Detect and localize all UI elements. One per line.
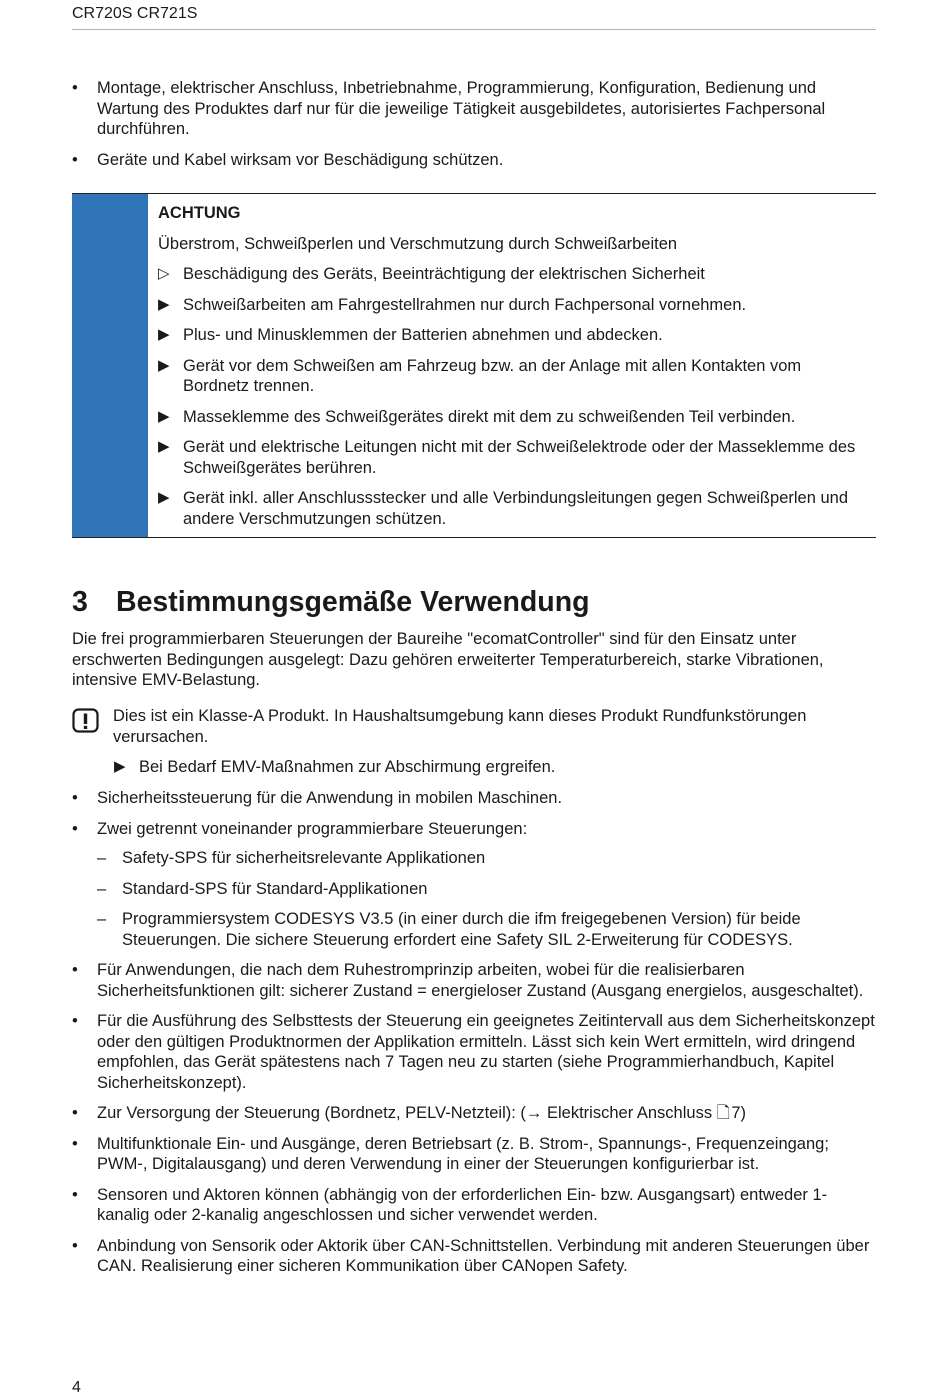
notice-step: ▶ Bei Bedarf EMV-Maßnahmen zur Abschirmung ergreifen. (114, 758, 556, 776)
warning-box (72, 193, 876, 538)
warning-step: ▶ Plus- und Minusklemmen der Batterien abnehmen und abdecken. (158, 326, 663, 344)
list-item: • Montage, elektrischer Anschluss, Inbetriebnahme, Programmierung, Konfiguration, Bedienung und Wartung des Produktes darf nur für die jeweilige Tätigkeit ausgebildetes, autorisiertes Fachpersonal durchführen. (72, 79, 826, 138)
bullet-icon: • (72, 819, 78, 838)
warning-stripe (72, 194, 148, 537)
cross-reference-link[interactable]: Elektrischer Anschluss (547, 1104, 713, 1122)
bullet-icon: • (72, 1104, 78, 1122)
warning-content (158, 203, 870, 539)
section-intro: Die frei programmierbaren Steuerungen der Baureihe "ecomatController" sind für den Einsatz unter erschwerten Bedingungen ausgelegt: Dazu gehören erweiterter Temperaturbereich, starke Vibrationen, intensive EMV-Belastung. (72, 630, 824, 689)
solid-triangle-icon: ▶ (158, 326, 170, 343)
exclamation-notice-icon (72, 708, 99, 735)
list-item: • Sensoren und Aktoren können (abhängig von der erforderlichen Ein- bzw. Ausgangsart) entweder 1-kanalig oder 2-kanalig angeschlossen und sicher verwendet werden. (72, 1185, 828, 1224)
warning-step: ▶ Gerät vor dem Schweißen am Fahrzeug bzw. an der Anlage mit allen Kontakten vom Bordnetz trennen. (158, 356, 802, 395)
list-item: – Programmiersystem CODESYS V3.5 (in einer durch die ifm freigegebenen Version) für beide Steuerungen. Die sichere Steuerung erfordert eine Safety SIL 2-Erweiterung für CODESYS. (97, 910, 801, 949)
solid-triangle-icon: ▶ (158, 489, 170, 506)
list-item: – Safety-SPS für sicherheitsrelevante Applikationen (97, 849, 486, 867)
warning-consequence: ▷ Beschädigung des Geräts, Beeinträchtigung der elektrischen Sicherheit (158, 265, 705, 283)
list-item: • Zwei getrennt voneinander programmierbare Steuerungen: (72, 819, 528, 838)
arrow-right-icon: → (525, 1104, 543, 1122)
notice-text: Dies ist ein Klasse-A Produkt. In Haushaltsumgebung kann dieses Produkt Rundfunkstörungen verursachen. (113, 707, 807, 746)
list-item: • Multifunktionale Ein- und Ausgänge, deren Betriebsart (z. B. Strom-, Spannungs-, Frequenzeingang; PWM-, Digitalausgang) und deren Verwendung in einer der Steuerungen konfigurierbar ist. (72, 1134, 829, 1173)
warning-step: ▶ Schweißarbeiten am Fahrgestellrahmen nur durch Fachpersonal vornehmen. (158, 295, 747, 314)
bullet-icon: • (72, 789, 78, 807)
solid-triangle-icon: ▶ (158, 407, 170, 425)
list-item: • Für Anwendungen, die nach dem Ruhestromprinzip arbeiten, wobei für die realisierbaren Sicherheitsfunktionen gilt: sicherer Zustand = energieloser Zustand (Ausgang energielos, ausgeschaltet). (72, 961, 864, 1000)
list-item: • Anbindung von Sensorik oder Aktorik über CAN-Schnittstellen. Verbindung mit anderen Steuerungen über CAN. Realisierung einer sicheren Kommunikation über CANopen Safety. (72, 1236, 870, 1275)
dash-icon: – (97, 910, 107, 928)
dash-icon: – (97, 879, 107, 898)
intro-bullet-list (72, 78, 877, 180)
page-icon: 🗋 (716, 1104, 730, 1122)
warning-hazard: Überstrom, Schweißperlen und Verschmutzung durch Schweißarbeiten (158, 234, 678, 253)
dash-icon: – (97, 849, 107, 867)
solid-triangle-icon: ▶ (158, 438, 170, 455)
usage-bullet-list-2 (72, 960, 877, 1287)
list-item: • Für die Ausführung des Selbsttests der Steuerung ein geeignetes Zeitintervall aus dem Sicherheitskonzept oder den gültigen Produktnormen der Applikation ermitteln. Lässt sich kein Wert ermitteln, wird dringend empfohlen, das Gerät spätestens nach 7 Tagen neu zu starten (siehe Programmierhandbuch, Kapitel Sicherheitskonzept). (72, 1012, 875, 1092)
warning-title: ACHTUNG (158, 204, 241, 222)
list-item: – Standard-SPS für Standard-Applikationen (97, 879, 428, 898)
warning-step: ▶ Gerät und elektrische Leitungen nicht mit der Schweißelektrode oder der Masseklemme des Schweißgerätes berühren. (158, 438, 856, 477)
controller-sublist (72, 848, 877, 960)
solid-triangle-icon: ▶ (158, 295, 170, 313)
bullet-icon: • (72, 1185, 78, 1204)
page-header: CR720S CR721S (72, 4, 876, 30)
warning-step: ▶ Masseklemme des Schweißgerätes direkt mit dem zu schweißenden Teil verbinden. (158, 407, 796, 426)
solid-triangle-icon: ▶ (114, 758, 126, 775)
hollow-triangle-icon: ▷ (158, 265, 170, 282)
list-item: • Geräte und Kabel wirksam vor Beschädigung schützen. (72, 150, 504, 169)
list-item: • Zur Versorgung der Steuerung (Bordnetz, PELV-Netzteil): (→ Elektrischer Anschluss 🗋 7) (72, 1104, 747, 1122)
list-item: • Sicherheitssteuerung für die Anwendung in mobilen Maschinen. (72, 789, 563, 807)
warning-step: ▶ Gerät inkl. aller Anschlussstecker und alle Verbindungsleitungen gegen Schweißperlen und andere Verschmutzungen schützen. (158, 489, 848, 528)
section-title: Bestimmungsgemäße Verwendung (116, 586, 590, 618)
solid-triangle-icon: ▶ (158, 356, 170, 374)
bullet-icon: • (72, 1134, 78, 1153)
usage-bullet-list (72, 788, 877, 849)
section-heading (72, 584, 877, 620)
bullet-icon: • (72, 961, 78, 979)
cross-reference-page: 7 (731, 1104, 741, 1122)
bullet-icon: • (72, 1012, 78, 1030)
bullet-icon: • (72, 79, 78, 97)
section-number: 3 (72, 586, 88, 618)
bullet-icon: • (72, 1236, 78, 1255)
page-number: 4 (72, 1379, 81, 1396)
bullet-icon: • (72, 150, 78, 169)
